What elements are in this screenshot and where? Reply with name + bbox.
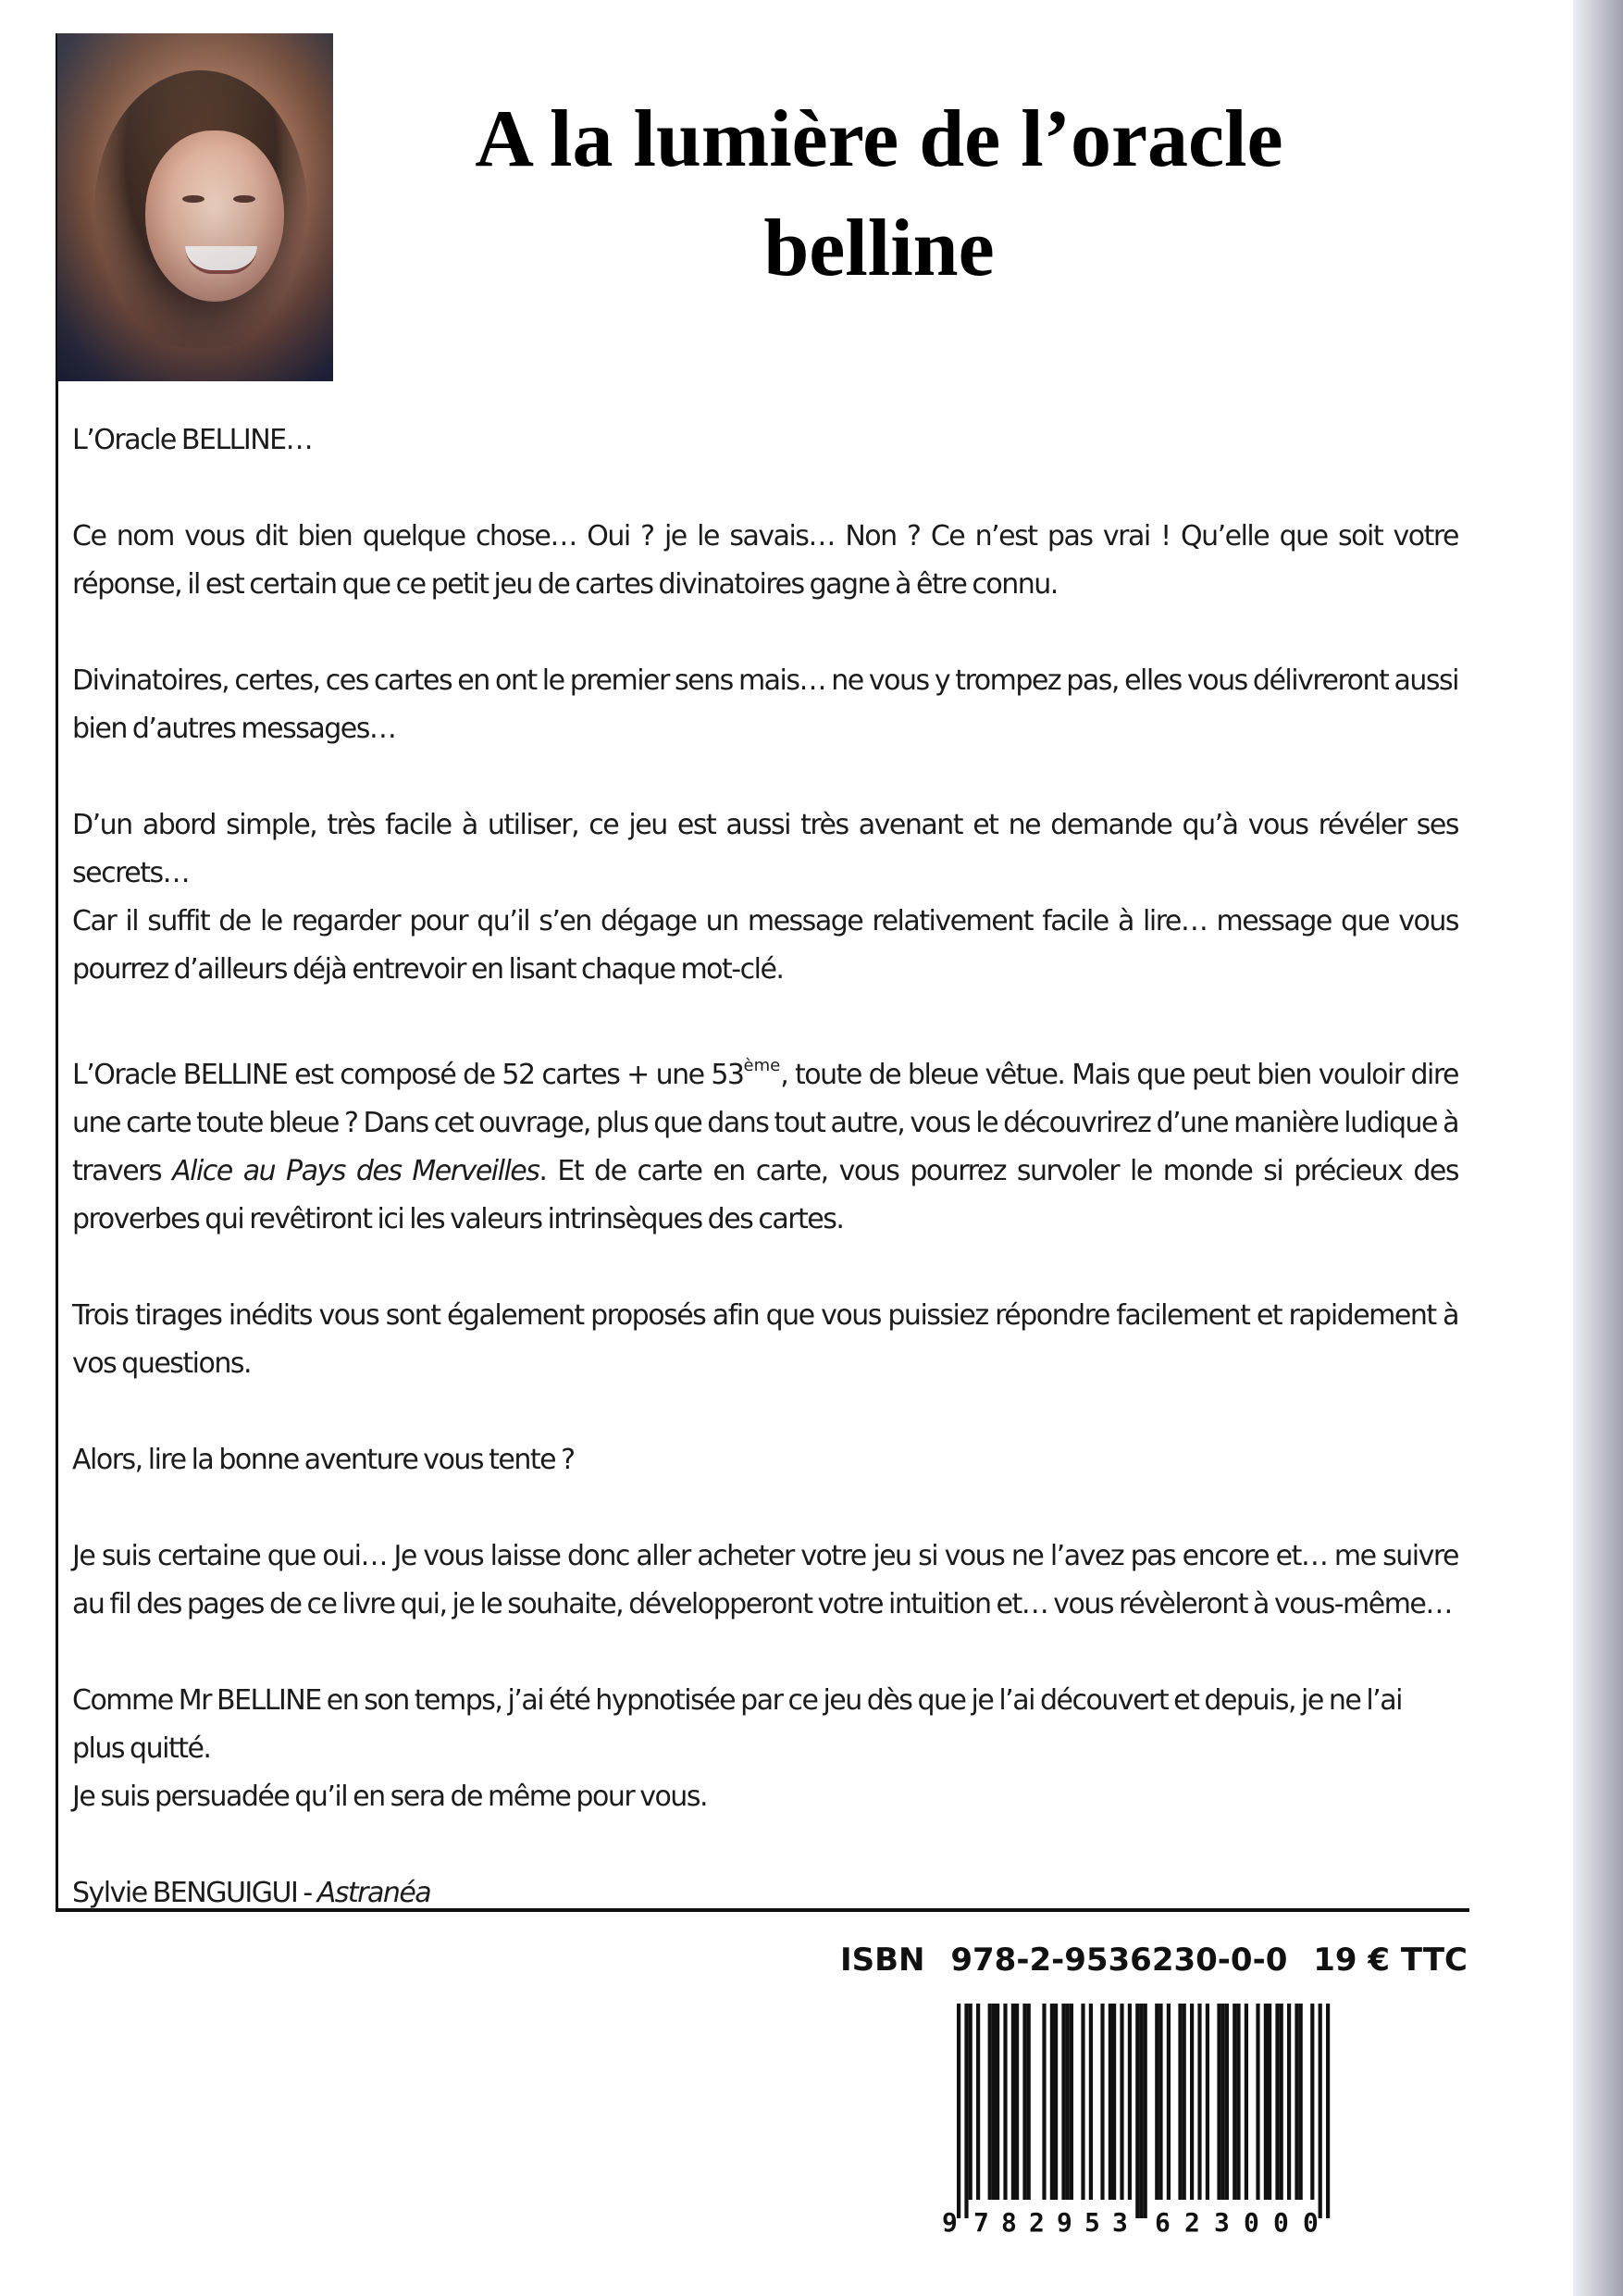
barcode-bar [1120, 2004, 1123, 2200]
isbn-label: ISBN [840, 1942, 925, 1979]
paragraph-comme [72, 1677, 1458, 1821]
barcode-bar [976, 2004, 980, 2200]
barcode-bar [1221, 2004, 1225, 2200]
barcode-bar [1061, 2004, 1065, 2200]
barcode-digit: 8 [1001, 2207, 1017, 2235]
paragraph-comme-line1: Comme Mr BELLINE en son temps, j’ai été hypnotisée par ce jeu dès que je l’ai découvert et depuis, je ne l’ai plus quitté. [72, 1684, 1402, 1765]
barcode-bar [1319, 2004, 1322, 2218]
barcode-digit: 2 [1184, 2207, 1200, 2235]
barcode-bar [957, 2004, 960, 2218]
barcode-bar [1233, 2004, 1236, 2200]
barcode-bar [1299, 2004, 1303, 2200]
paragraph-abord-line2: Car il suffit de le regarder pour qu’il s’en dégage un message relativement facile à lire… message que vous pourrez d’ailleurs déjà entrevoir en lisant chaque mot-clé. [72, 905, 1458, 986]
paragraph-intro: L’Oracle BELLINE… [72, 424, 313, 456]
barcode-bar [1070, 2004, 1073, 2200]
barcode-bar [1190, 2004, 1194, 2200]
barcode-bar [1206, 2004, 1209, 2200]
barcode-bar [1217, 2004, 1220, 2200]
barcode-digit: 5 [1084, 2207, 1100, 2235]
barcode-bar [1015, 2004, 1019, 2200]
barcode-bar [1158, 2004, 1162, 2200]
barcode [936, 2004, 1371, 2235]
barcode-bar [1144, 2004, 1147, 2218]
barcode-digit: 3 [1112, 2207, 1128, 2235]
barcode-digit: 2 [1029, 2207, 1045, 2235]
barcode-bar [1236, 2004, 1240, 2200]
barcode-bar [996, 2004, 999, 2200]
barcode-bar [988, 2004, 992, 2200]
barcode-bar [1295, 2004, 1298, 2200]
paragraph-abord [72, 801, 1458, 994]
barcode-bar [1054, 2004, 1058, 2200]
paragraph-comme-line2: Je suis persuadée qu’il en sera de même pour vous. [72, 1781, 707, 1813]
author-alias: Astranéa [316, 1877, 431, 1909]
paragraph-composition-mid: , toute de bleue vêtue. Mais que peut bien vouloir dire une carte toute bleue ? Dans cet ouvrage, plus que dans tout autre, vous le découvrirez d’une manière ludique à travers [72, 1059, 1458, 1187]
barcode-bar [1135, 2004, 1139, 2218]
barcode-digit: 7 [973, 2207, 989, 2235]
barcode-bar [1128, 2004, 1132, 2200]
barcode-bar [1109, 2004, 1112, 2200]
barcode-bar [969, 2004, 973, 2200]
barcode-bar [1326, 2004, 1330, 2218]
paragraph-question: Alors, lire la bonne aventure vous tente ? [72, 1444, 575, 1476]
book-reference-italic: Alice au Pays des Merveilles [172, 1155, 539, 1187]
book-title [352, 85, 1406, 304]
barcode-bar [1310, 2004, 1314, 2200]
barcode-digit: 0 [1303, 2207, 1319, 2235]
superscript-eme: ème [743, 1056, 781, 1075]
price: 19 € TTC [1313, 1942, 1468, 1979]
isbn-price-line [840, 1942, 1468, 1979]
paragraph-composition [72, 1042, 1458, 1244]
paragraph-abord-line1: D’un abord simple, très facile à utiliser, ce jeu est aussi très avenant et ne demande qu’à vous révéler ses secrets… [72, 809, 1458, 889]
barcode-bar [1089, 2004, 1093, 2200]
author-name: Sylvie BENGUIGUI - [72, 1877, 317, 1909]
paragraph-name: Ce nom vous dit bien quelque chose… Oui ? je le savais… Non ? Ce n’est pas vrai ! Qu’elle que soit votre réponse, il est certain que ce petit jeu de cartes divinatoires gagne à être connu. [72, 520, 1458, 601]
barcode-bar [1178, 2004, 1182, 2200]
barcode-bar [1100, 2004, 1104, 2200]
barcode-bar [1027, 2004, 1031, 2200]
barcode-bar [1139, 2004, 1143, 2218]
barcode-bar [992, 2004, 996, 2200]
barcode-bar [1245, 2004, 1248, 2200]
barcode-graphic [936, 2004, 1371, 2235]
barcode-bar [1197, 2004, 1201, 2200]
author-signature [72, 1869, 1458, 1917]
paragraph-divinatoires: Divinatoires, certes, ces cartes en ont le premier sens mais… ne vous y trompez pas, elles vous délivreront aussi bien d’autres messages… [72, 664, 1458, 745]
book-title-line1: A la lumière de l’oracle [475, 94, 1283, 184]
barcode-bar [1225, 2004, 1229, 2200]
paragraph-certaine: Je suis certaine que oui… Je vous laisse donc aller acheter votre jeu si vous ne l’avez pas encore et… me suivre au fil des pages de ce livre qui, je le souhaite, développeront votre intuition et… vous révèleront à vous-même… [72, 1540, 1458, 1620]
barcode-bar [1022, 2004, 1026, 2200]
barcode-bar [1066, 2004, 1070, 2200]
barcode-bar [1155, 2004, 1158, 2200]
barcode-bar [1256, 2004, 1259, 2200]
barcode-bar [1081, 2004, 1084, 2200]
paragraph-composition-end: . Et de carte en carte, vous pourrez survoler le monde si précieux des proverbes qui revêtiront ici les valeurs intrinsèques des cartes. [72, 1155, 1458, 1235]
barcode-digit: 0 [1244, 2207, 1259, 2235]
isbn-number: 978-2-9536230-0-0 [950, 1942, 1288, 1979]
barcode-bar [1268, 2004, 1271, 2200]
barcode-bar [1167, 2004, 1171, 2200]
barcode-bar [1287, 2004, 1291, 2200]
author-photo [57, 33, 333, 381]
barcode-digit: 3 [1214, 2207, 1230, 2235]
book-title-line2: belline [763, 204, 995, 293]
barcode-digit: 6 [1155, 2207, 1171, 2235]
barcode-bar [1183, 2004, 1186, 2200]
barcode-bar [1011, 2004, 1015, 2200]
barcode-bar [1280, 2004, 1283, 2200]
barcode-bar [964, 2004, 968, 2218]
barcode-digit: 9 [1057, 2207, 1072, 2235]
barcode-bar [1264, 2004, 1268, 2200]
back-cover-text [72, 416, 1458, 1966]
barcode-bar [1042, 2004, 1046, 2200]
paragraph-composition-start: L’Oracle BELLINE est composé de 52 cartes + une 53 [72, 1059, 744, 1091]
barcode-bar [1112, 2004, 1116, 2200]
page-edge-shadow [1573, 0, 1623, 2296]
barcode-bar [1050, 2004, 1054, 2200]
barcode-bar [1275, 2004, 1279, 2200]
barcode-bar [1003, 2004, 1007, 2200]
paragraph-tirages: Trois tirages inédits vous sont également proposés afin que vous puissiez répondre facilement et rapidement à vos questions. [72, 1299, 1458, 1380]
barcode-digit: 0 [1273, 2207, 1289, 2235]
barcode-digit: 9 [942, 2207, 958, 2235]
